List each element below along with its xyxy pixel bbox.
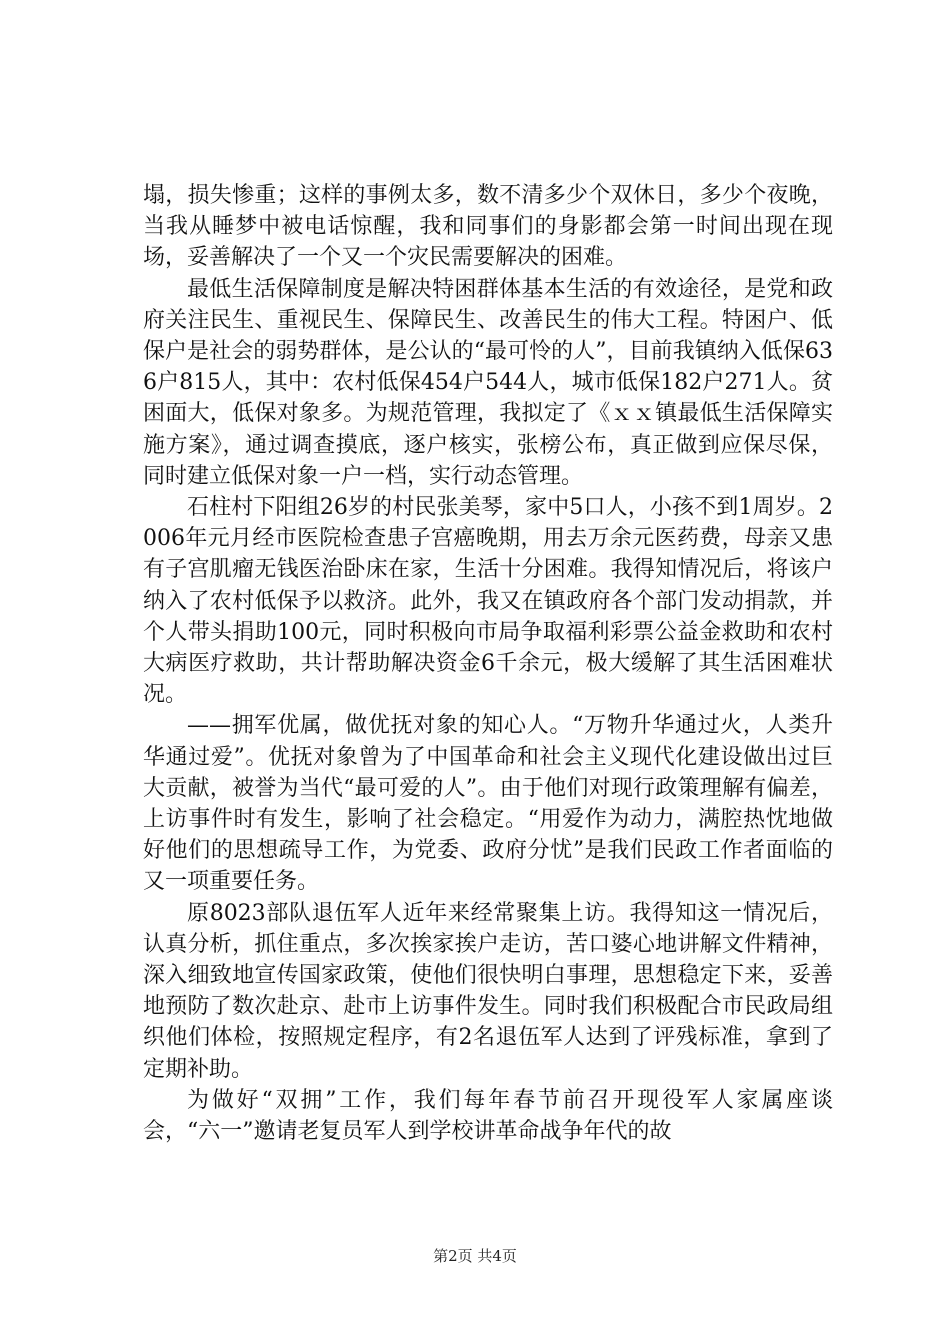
paragraph-5: 原8023部队退伍军人近年来经常聚集上访。我得知这一情况后，认真分析，抓住重点，多次挨家挨户走访，苦口婆心地讲解文件精神，深入细致地宣传国家政策，使他们很快明白事理，思想稳定下来，妥善地预防了数次赴京、赴市上访事件发生。同时我们积极配合市民政局组织他们体检，按照规定程序，有2名退伍军人达到了评残标准，拿到了定期补助。 bbox=[143, 900, 833, 1082]
paragraph-6: 为做好“双拥”工作，我们每年春节前召开现役军人家属座谈会，“六一”邀请老复员军人到学校讲革命战争年代的故 bbox=[143, 1087, 833, 1145]
paragraph-3: 石柱村下阳组26岁的村民张美琴，家中5口人，小孩不到1周岁。2006年元月经市医院检查患子宫癌晚期，用去万余元医药费，母亲又患有子宫肌瘤无钱医治卧床在家，生活十分困难。我得知情况后，将该户纳入了农村低保予以救济。此外，我又在镇政府各个部门发动捐款，并个人带头捐助100元，同时积极向市局争取福利彩票公益金救助和农村大病医疗救助，共计帮助解决资金6千余元，极大缓解了其生活困难状况。 bbox=[143, 495, 833, 708]
paragraph-2: 最低生活保障制度是解决特困群体基本生活的有效途径，是党和政府关注民生、重视民生、保障民生、改善民生的伟大工程。特困户、低保户是社会的弱势群体，是公认的“最可怜的人”，目前我镇纳入低保636户815人，其中：农村低保454户544人，城市低保182户271人。贫困面大，低保对象多。为规范管理，我拟定了《ｘｘ镇最低生活保障实施方案》，通过调查摸底，逐户核实，张榜公布，真正做到应保尽保，同时建立低保对象一户一档，实行动态管理。 bbox=[143, 276, 833, 489]
document-body bbox=[143, 180, 833, 1147]
paragraph-4: ——拥军优属，做优抚对象的知心人。“万物升华通过火，人类升华通过爱”。优抚对象曾为了中国革命和社会主义现代化建设做出过巨大贡献，被誉为当代“最可爱的人”。由于他们对现行政策理解有偏差，上访事件时有发生，影响了社会稳定。“用爱作为动力，满腔热忱地做好他们的思想疏导工作，为党委、政府分忧”是我们民政工作者面临的又一项重要任务。 bbox=[143, 713, 833, 895]
paragraph-1: 塌，损失惨重；这样的事例太多，数不清多少个双休日，多少个夜晚，当我从睡梦中被电话惊醒，我和同事们的身影都会第一时间出现在现场，妥善解决了一个又一个灾民需要解决的困难。 bbox=[143, 183, 833, 271]
page-number-footer: 第2页 共4页 bbox=[433, 1247, 517, 1265]
